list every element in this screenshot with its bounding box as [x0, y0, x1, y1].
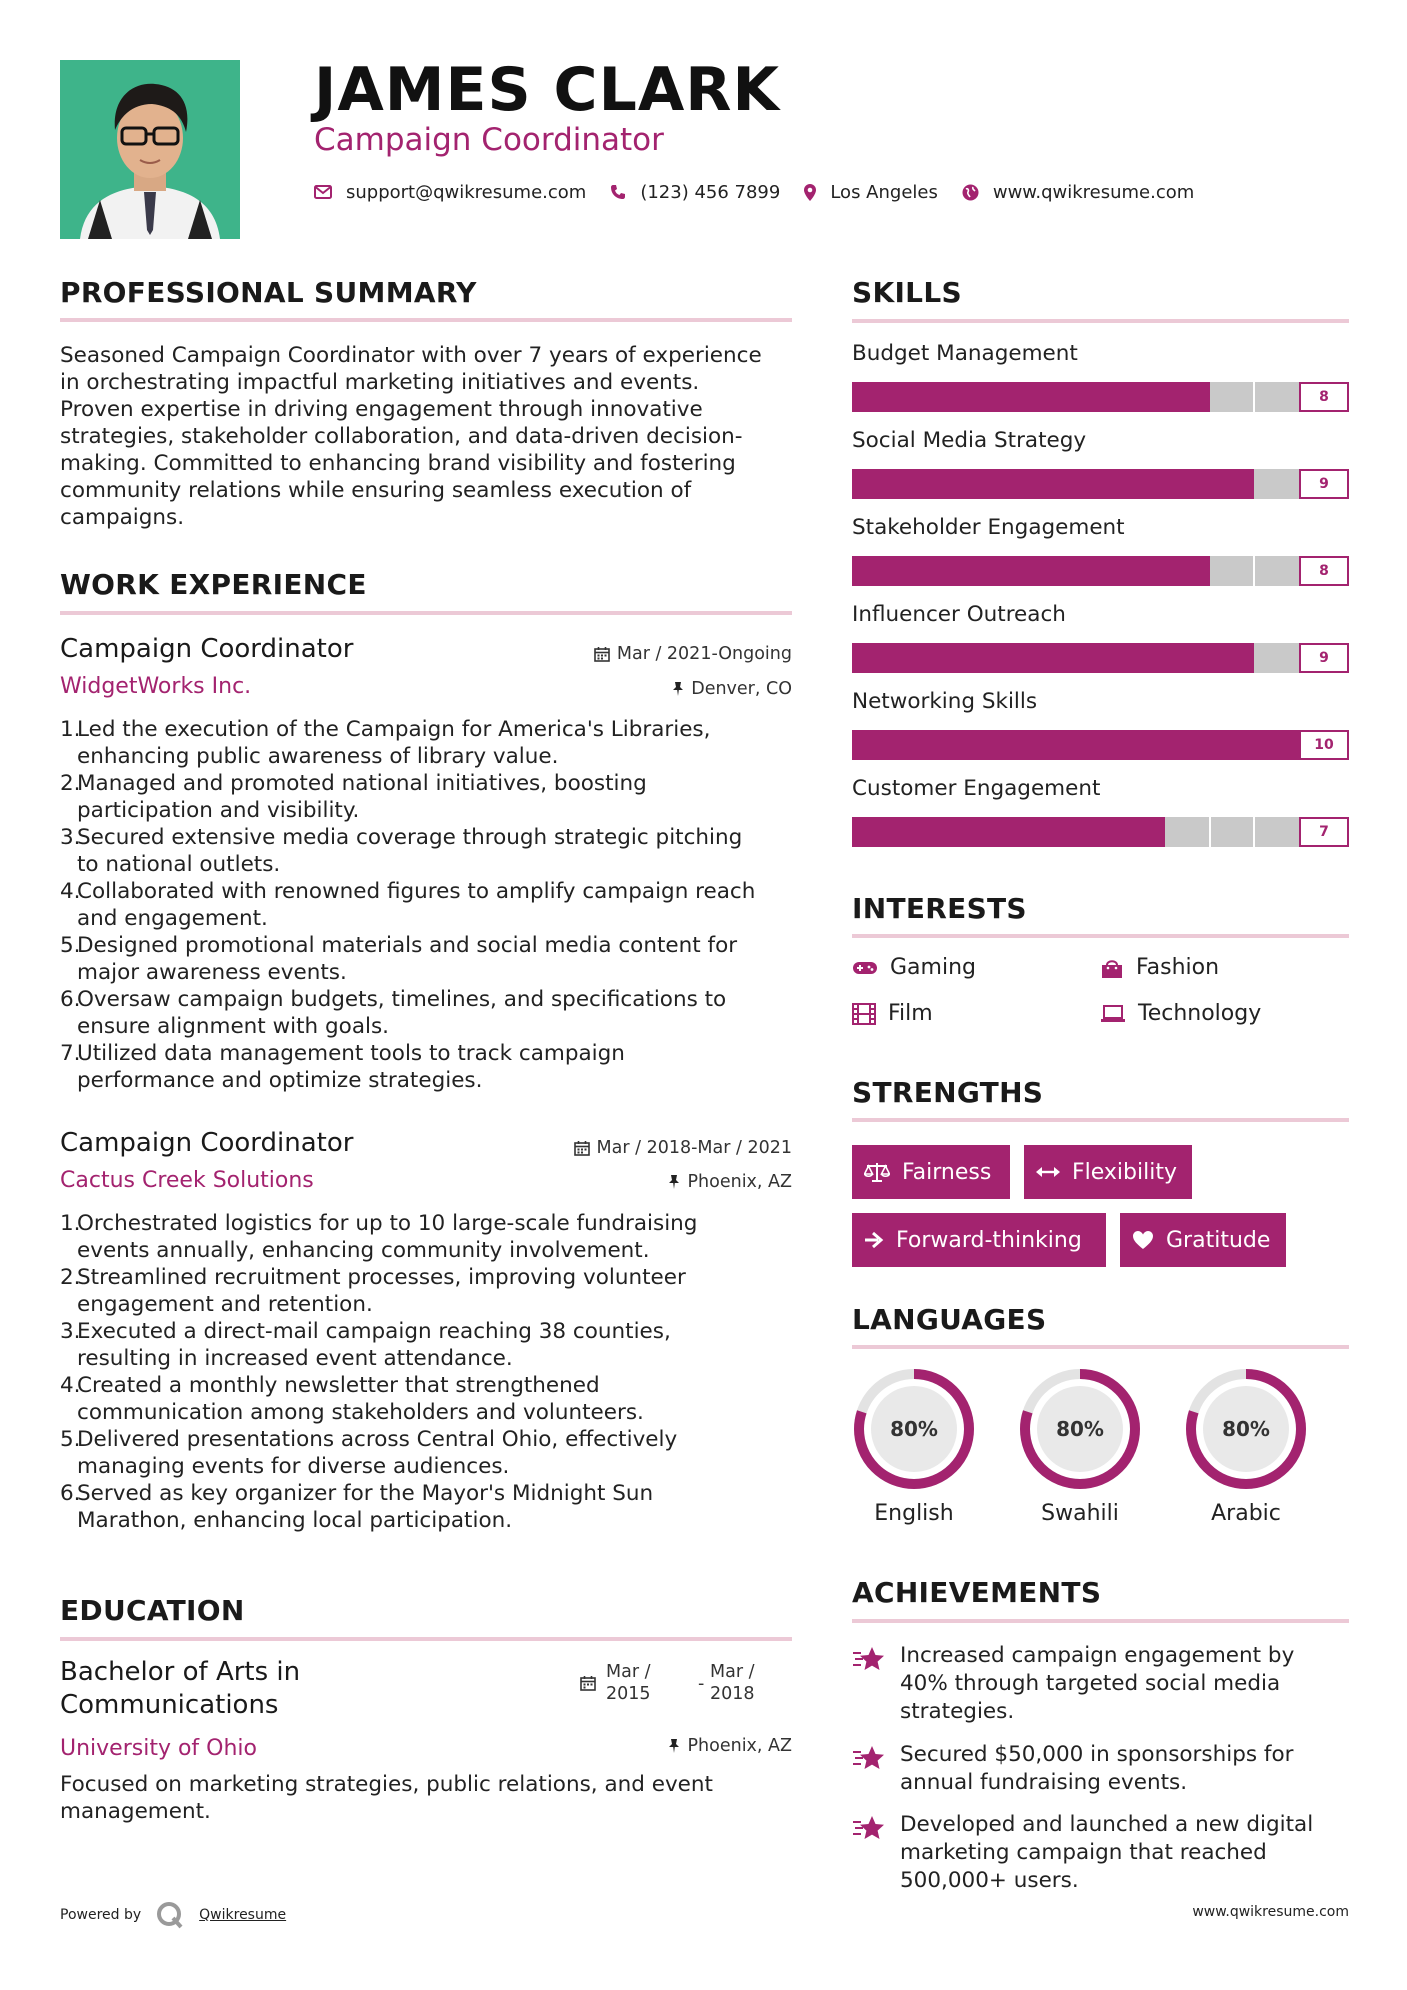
candidate-name: JAMES CLARK [314, 55, 780, 125]
item-line: Created a monthly newsletter that strengthened [77, 1373, 600, 1398]
strength-fairness [852, 1145, 1010, 1199]
summary-line: community relations while ensuring seamless execution of [60, 478, 692, 503]
interest-film [852, 1001, 933, 1026]
contact-phone-text: (123) 456 7899 [640, 181, 781, 203]
education-location [540, 1734, 792, 1758]
qwikresume-link[interactable]: Qwikresume [199, 1907, 287, 1923]
skill-bar-divider [1253, 556, 1255, 586]
interests-rule [852, 934, 1349, 938]
skill-item [852, 688, 1349, 760]
skill-bar-divider [1253, 382, 1255, 412]
item-number: 5. [60, 1427, 81, 1452]
contact-website[interactable] [962, 182, 1194, 203]
degree-line: Communications [60, 1690, 279, 1720]
list-item [60, 878, 792, 932]
skill-label: Social Media Strategy [852, 428, 1087, 453]
strengths-rule [852, 1118, 1349, 1122]
language-name: Swahili [1041, 1501, 1119, 1526]
achievement-line: Increased campaign engagement by [900, 1643, 1295, 1668]
skill-score: 9 [1299, 643, 1349, 673]
item-line: Utilized data management tools to track campaign [77, 1041, 625, 1066]
language-percent: 80% [1222, 1417, 1270, 1441]
education-desc-line: management. [60, 1799, 211, 1824]
summary-line: Proven expertise in driving engagement through innovative [60, 397, 703, 422]
language-ring [1018, 1367, 1142, 1491]
arrows-horizontal-icon [1036, 1165, 1060, 1179]
shopping-bag-icon [1100, 957, 1124, 979]
powered-by-text: Powered by [60, 1907, 142, 1923]
skill-bar [852, 556, 1349, 586]
list-item [60, 770, 792, 824]
job-2-responsibilities [60, 1210, 792, 1534]
strengths-title: STRENGTHS [852, 1076, 1044, 1109]
job-1-responsibilities [60, 716, 792, 1094]
achievement-text [900, 1642, 1294, 1726]
strength-label: Forward-thinking [896, 1227, 1082, 1253]
list-item [60, 1318, 792, 1372]
item-number: 6. [60, 987, 81, 1012]
job-2-title: Campaign Coordinator [60, 1128, 354, 1158]
contact-website-text: www.qwikresume.com [992, 181, 1195, 203]
skill-bar [852, 643, 1349, 673]
experience-rule [60, 611, 792, 615]
job-2-dates-text: Mar / 2018-Mar / 2021 [596, 1138, 792, 1158]
skill-label: Networking Skills [852, 689, 1038, 714]
envelope-icon [314, 185, 332, 199]
strength-label: Flexibility [1072, 1159, 1177, 1185]
achievement-line: marketing campaign that reached [900, 1840, 1267, 1865]
star-icon [852, 1644, 886, 1674]
item-line: Marathon, enhancing local participation. [77, 1508, 513, 1533]
degree-line: Bachelor of Arts in [60, 1657, 301, 1687]
item-number: 1. [60, 717, 81, 742]
contact-location-text: Los Angeles [830, 181, 938, 203]
achievements-title: ACHIEVEMENTS [852, 1576, 1102, 1609]
globe-icon [962, 184, 979, 201]
item-line: Designed promotional materials and social media content for [77, 933, 738, 958]
language-percent: 80% [1056, 1417, 1104, 1441]
education-start [606, 1661, 698, 1705]
language-ring [852, 1367, 976, 1491]
achievement-line: Secured $50,000 in sponsorships for [900, 1742, 1294, 1767]
list-item [60, 1264, 792, 1318]
item-line: Executed a direct-mail campaign reaching 38 counties, [77, 1319, 671, 1344]
calendar-icon [574, 1140, 590, 1156]
start-year: 2015 [606, 1684, 651, 1704]
star-icon [852, 1813, 886, 1843]
strength-label: Fairness [902, 1159, 992, 1185]
pin-icon [672, 681, 684, 697]
achievement-item [852, 1741, 1349, 1797]
list-item [60, 932, 792, 986]
strength-label: Gratitude [1166, 1227, 1271, 1253]
interest-label: Fashion [1136, 955, 1220, 980]
footer-powered-by [60, 1900, 286, 1930]
gamepad-icon [852, 960, 878, 976]
item-number: 3. [60, 1319, 81, 1344]
achievement-item [852, 1642, 1349, 1726]
achievement-line: annual fundraising events. [900, 1770, 1188, 1795]
list-item [60, 986, 792, 1040]
skill-bar [852, 730, 1349, 760]
item-line: Managed and promoted national initiatives, boosting [77, 771, 647, 796]
pin-icon [668, 1174, 680, 1190]
profile-photo [60, 60, 240, 239]
item-number: 2. [60, 1265, 81, 1290]
job-1-location [540, 677, 792, 701]
summary-line: strategies, stakeholder collaboration, and data-driven decision- [60, 424, 743, 449]
item-number: 1. [60, 1211, 81, 1236]
skill-bar-divider [1209, 817, 1211, 847]
language-item [852, 1367, 976, 1526]
achievement-line: strategies. [900, 1699, 1015, 1724]
list-item [60, 1040, 792, 1094]
skill-bar [852, 469, 1349, 499]
item-line: Secured extensive media coverage through strategic pitching [77, 825, 743, 850]
contact-email[interactable] [314, 182, 586, 203]
item-line: participation and visibility. [77, 798, 360, 823]
interest-gaming [852, 955, 976, 980]
achievement-line: 40% through targeted social media [900, 1671, 1281, 1696]
item-line: ensure alignment with goals. [77, 1014, 390, 1039]
date-separator: - [698, 1674, 705, 1694]
languages-title: LANGUAGES [852, 1303, 1047, 1336]
interests-title: INTERESTS [852, 892, 1027, 925]
summary-line: making. Committed to enhancing brand visibility and fostering [60, 451, 736, 476]
language-percent: 80% [890, 1417, 938, 1441]
item-line: communication among stakeholders and volunteers. [77, 1400, 644, 1425]
list-item [60, 824, 792, 878]
education-school: University of Ohio [60, 1736, 258, 1761]
skill-item [852, 427, 1349, 499]
arrow-right-icon [864, 1231, 884, 1249]
item-line: and engagement. [77, 906, 268, 931]
list-item [60, 1480, 792, 1534]
education-degree [60, 1656, 300, 1722]
education-rule [60, 1637, 792, 1641]
calendar-icon [594, 646, 610, 662]
item-number: 6. [60, 1481, 81, 1506]
interest-label: Technology [1138, 1001, 1262, 1026]
skill-score: 9 [1299, 469, 1349, 499]
education-dates [580, 1661, 755, 1705]
item-number: 3. [60, 825, 81, 850]
skill-label: Influencer Outreach [852, 602, 1066, 627]
candidate-role: Campaign Coordinator [314, 122, 664, 158]
skill-bar-fill [852, 643, 1254, 673]
job-2-location [540, 1170, 792, 1194]
item-line: resulting in increased event attendance. [77, 1346, 513, 1371]
pin-icon [668, 1738, 680, 1754]
item-number: 2. [60, 771, 81, 796]
achievement-item [852, 1811, 1349, 1895]
skill-score: 8 [1299, 556, 1349, 586]
end-year: 2018 [710, 1684, 755, 1704]
summary-text [60, 342, 792, 531]
skills-rule [852, 319, 1349, 323]
achievement-line: Developed and launched a new digital [900, 1812, 1314, 1837]
list-item [60, 1372, 792, 1426]
contact-bar [314, 178, 1218, 206]
item-line: Delivered presentations across Central Ohio, effectively [77, 1427, 678, 1452]
achievements-rule [852, 1619, 1349, 1623]
item-line: Orchestrated logistics for up to 10 large-scale fundraising [77, 1211, 698, 1236]
phone-icon [610, 184, 626, 200]
skill-bar [852, 817, 1349, 847]
item-number: 5. [60, 933, 81, 958]
strength-forward-thinking [852, 1213, 1106, 1267]
skills-title: SKILLS [852, 276, 962, 309]
summary-rule [60, 318, 792, 322]
skill-bar-fill [852, 382, 1210, 412]
job-2-company: Cactus Creek Solutions [60, 1168, 314, 1193]
job-2-list [60, 1210, 792, 1534]
education-description [60, 1771, 792, 1825]
item-line: to national outlets. [77, 852, 281, 877]
languages-rule [852, 1345, 1349, 1349]
skill-bar-divider [1253, 817, 1255, 847]
job-1-title: Campaign Coordinator [60, 634, 354, 664]
contact-email-text: support@qwikresume.com [346, 181, 587, 203]
list-item [60, 1426, 792, 1480]
start-month: Mar / [606, 1662, 651, 1682]
interest-label: Gaming [890, 955, 976, 980]
item-line: managing events for diverse audiences. [77, 1454, 510, 1479]
job-1-location-text: Denver, CO [691, 679, 792, 699]
item-line: events annually, enhancing community involvement. [77, 1238, 650, 1263]
item-line: Streamlined recruitment processes, improving volunteer [77, 1265, 686, 1290]
skill-score: 8 [1299, 382, 1349, 412]
job-1-dates [540, 642, 792, 666]
skill-item [852, 601, 1349, 673]
achievement-line: 500,000+ users. [900, 1868, 1079, 1893]
achievement-text [900, 1741, 1293, 1797]
list-item [60, 1210, 792, 1264]
summary-title: PROFESSIONAL SUMMARY [60, 276, 477, 309]
footer-website[interactable]: www.qwikresume.com [1192, 1904, 1349, 1920]
item-number: 7. [60, 1041, 81, 1066]
skill-label: Stakeholder Engagement [852, 515, 1125, 540]
summary-line: in orchestrating impactful marketing initiatives and events. [60, 370, 700, 395]
qwikresume-logo-icon [155, 1900, 185, 1930]
summary-line: campaigns. [60, 505, 185, 530]
education-end [710, 1661, 755, 1705]
education-desc-line: Focused on marketing strategies, public relations, and event [60, 1772, 713, 1797]
language-ring [1184, 1367, 1308, 1491]
item-line: Collaborated with renowned figures to amplify campaign reach [77, 879, 756, 904]
skill-item [852, 775, 1349, 847]
balance-scale-icon [864, 1161, 890, 1183]
skill-bar [852, 382, 1349, 412]
strength-gratitude [1120, 1213, 1286, 1267]
item-line: Oversaw campaign budgets, timelines, and specifications to [77, 987, 727, 1012]
summary-line: Seasoned Campaign Coordinator with over 7 years of experience [60, 343, 762, 368]
interest-label: Film [888, 1001, 933, 1026]
contact-phone[interactable] [610, 182, 780, 203]
item-line: performance and optimize strategies. [77, 1068, 483, 1093]
skill-bar-fill [852, 469, 1254, 499]
job-1-company: WidgetWorks Inc. [60, 674, 252, 699]
item-line: major awareness events. [77, 960, 347, 985]
achievement-text [900, 1811, 1313, 1895]
skill-label: Budget Management [852, 341, 1078, 366]
item-number: 4. [60, 879, 81, 904]
education-title: EDUCATION [60, 1594, 245, 1627]
language-item [1184, 1367, 1308, 1526]
experience-title: WORK EXPERIENCE [60, 568, 367, 601]
calendar-icon [580, 1675, 596, 1691]
item-number: 4. [60, 1373, 81, 1398]
interest-fashion [1100, 955, 1219, 980]
skill-score: 7 [1299, 817, 1349, 847]
heart-icon [1132, 1230, 1154, 1250]
education-location-text: Phoenix, AZ [687, 1736, 792, 1756]
skill-item [852, 340, 1349, 412]
job-1-dates-text: Mar / 2021-Ongoing [616, 644, 792, 664]
skill-label: Customer Engagement [852, 776, 1101, 801]
skill-bar-fill [852, 817, 1165, 847]
item-line: engagement and retention. [77, 1292, 373, 1317]
job-2-dates [520, 1136, 792, 1160]
skill-score: 10 [1299, 730, 1349, 760]
laptop-icon [1100, 1004, 1126, 1024]
job-1-list [60, 716, 792, 1094]
skill-bar-fill [852, 730, 1349, 760]
film-icon [852, 1003, 876, 1025]
skill-bar-fill [852, 556, 1210, 586]
end-month: Mar / [710, 1662, 755, 1682]
item-line: Served as key organizer for the Mayor's Midnight Sun [77, 1481, 654, 1506]
list-item [60, 716, 792, 770]
interest-technology [1100, 1001, 1261, 1026]
language-name: Arabic [1211, 1501, 1281, 1526]
language-name: English [874, 1501, 954, 1526]
map-marker-icon [804, 184, 816, 201]
skill-item [852, 514, 1349, 586]
contact-location [804, 182, 938, 203]
item-line: Led the execution of the Campaign for America's Libraries, [77, 717, 711, 742]
strength-flexibility [1024, 1145, 1192, 1199]
item-line: enhancing public awareness of library value. [77, 744, 559, 769]
star-icon [852, 1743, 886, 1773]
language-item [1018, 1367, 1142, 1526]
job-2-location-text: Phoenix, AZ [687, 1172, 792, 1192]
